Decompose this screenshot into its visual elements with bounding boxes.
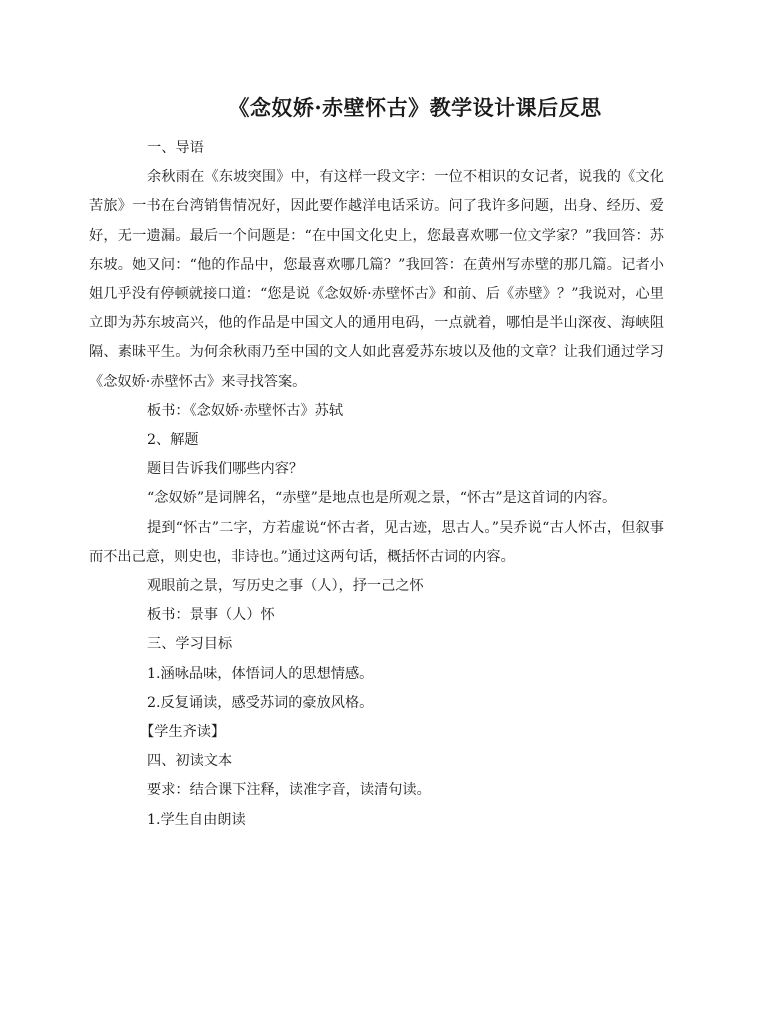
- board-note-title: 板书：《念奴娇·赤壁怀古》苏轼: [147, 402, 344, 419]
- huaigu-paragraph: 提到“怀古”二字，方若虚说“怀古者，见古迹，思古人。”吴乔说“古人怀古，但叙事而不出己意，则史也，非诗也。”通过这两句话，概括怀古词的内容。: [89, 519, 664, 565]
- goal-item-1: 1.涵咏品味，体悟词人的思想情感。: [147, 665, 374, 682]
- question-line: 题目告诉我们哪些内容？: [147, 461, 304, 478]
- section-heading-intro: 一、导语: [147, 140, 204, 156]
- title-explanation: “念奴娇”是词牌名，“赤壁”是地点也是所观之景，“怀古”是这首词的内容。: [147, 490, 617, 507]
- step-item-1: 1.学生自由朗读: [147, 811, 246, 828]
- reading-requirement: 要求：结合课下注释，读准字音，读清句读。: [147, 782, 431, 799]
- board-note-structure: 板书：景事（人）怀: [147, 607, 275, 624]
- intro-paragraph: 余秋雨在《东坡突围》中，有这样一段文字：一位不相识的女记者，说我的《文化苦旅》一书在台湾销售情况好，因此要作越洋电话采访。问了我许多问题，出身、经历、爱好，无一遗漏。最后一个问题是：“在中国文化史上，您最喜欢哪一位文学家？”我回答：苏东坡。她又问：“他的作品中，您最喜欢哪几篇？”我回答：在黄州写赤壁的那几篇。记者小姐几乎没有停顿就接口道：“您是说《念奴娇·赤壁怀古》和前、后《赤壁》？”我说对，心里立即为苏东坡高兴，他的作品是中国文人的通用电码，一点就着，哪怕是半山深夜、海峡阻隔、素昧平生。为何余秋雨乃至中国的文人如此喜爱苏东坡以及他的文章？让我们通过学习《念奴娇·赤壁怀古》来寻找答案。: [89, 169, 664, 390]
- class-reading-note: 【学生齐读】: [140, 724, 226, 741]
- section-heading-first-reading: 四、初读文本: [147, 753, 233, 770]
- section-heading-goals: 三、学习目标: [147, 636, 233, 653]
- section-heading-title-analysis: 2、解题: [147, 432, 199, 449]
- page-title: 《念奴娇·赤壁怀古》教学设计课后反思: [228, 95, 602, 120]
- goal-item-2: 2.反复诵读，感受苏词的豪放风格。: [147, 694, 374, 711]
- huaigu-summary: 观眼前之景，写历史之事（人），抒一己之怀: [147, 578, 424, 595]
- document-body: [89, 134, 664, 835]
